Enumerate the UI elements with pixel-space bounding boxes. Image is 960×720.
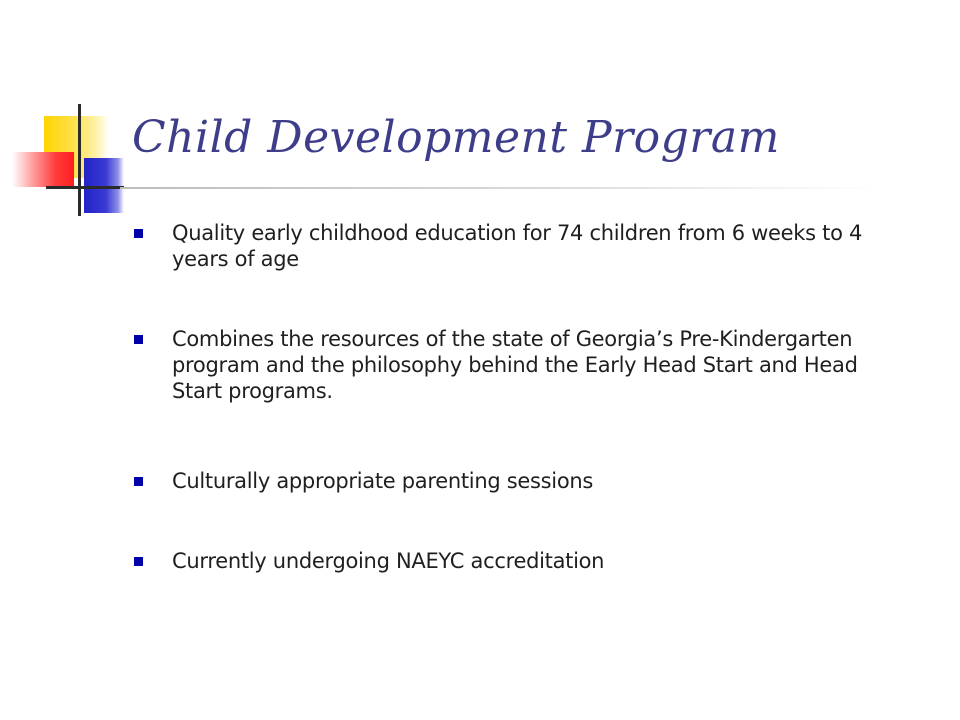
decorative-vertical-line [78,104,81,216]
decorative-red-bar [12,152,74,187]
bullet-item [134,220,894,272]
square-bullet-icon [134,477,143,486]
title-underline-rule [120,187,880,189]
bullet-item [134,326,894,404]
bullet-text: Combines the resources of the state of Georgia’s Pre-Kindergarten program and the philosophy behind the Early Head Start and Head Start programs. [172,327,858,403]
decorative-horizontal-line [46,186,124,189]
square-bullet-icon [134,229,143,238]
square-bullet-icon [134,557,143,566]
bullet-text: Culturally appropriate parenting sessions [172,469,594,493]
square-bullet-icon [134,335,143,344]
slide-title: Child Development Program [132,112,780,163]
bullet-text: Currently undergoing NAEYC accreditation [172,549,605,573]
bullet-text: Quality early childhood education for 74 children from 6 weeks to 4 years of age [172,221,863,271]
bullet-item [134,468,593,494]
bullet-item [134,548,604,574]
